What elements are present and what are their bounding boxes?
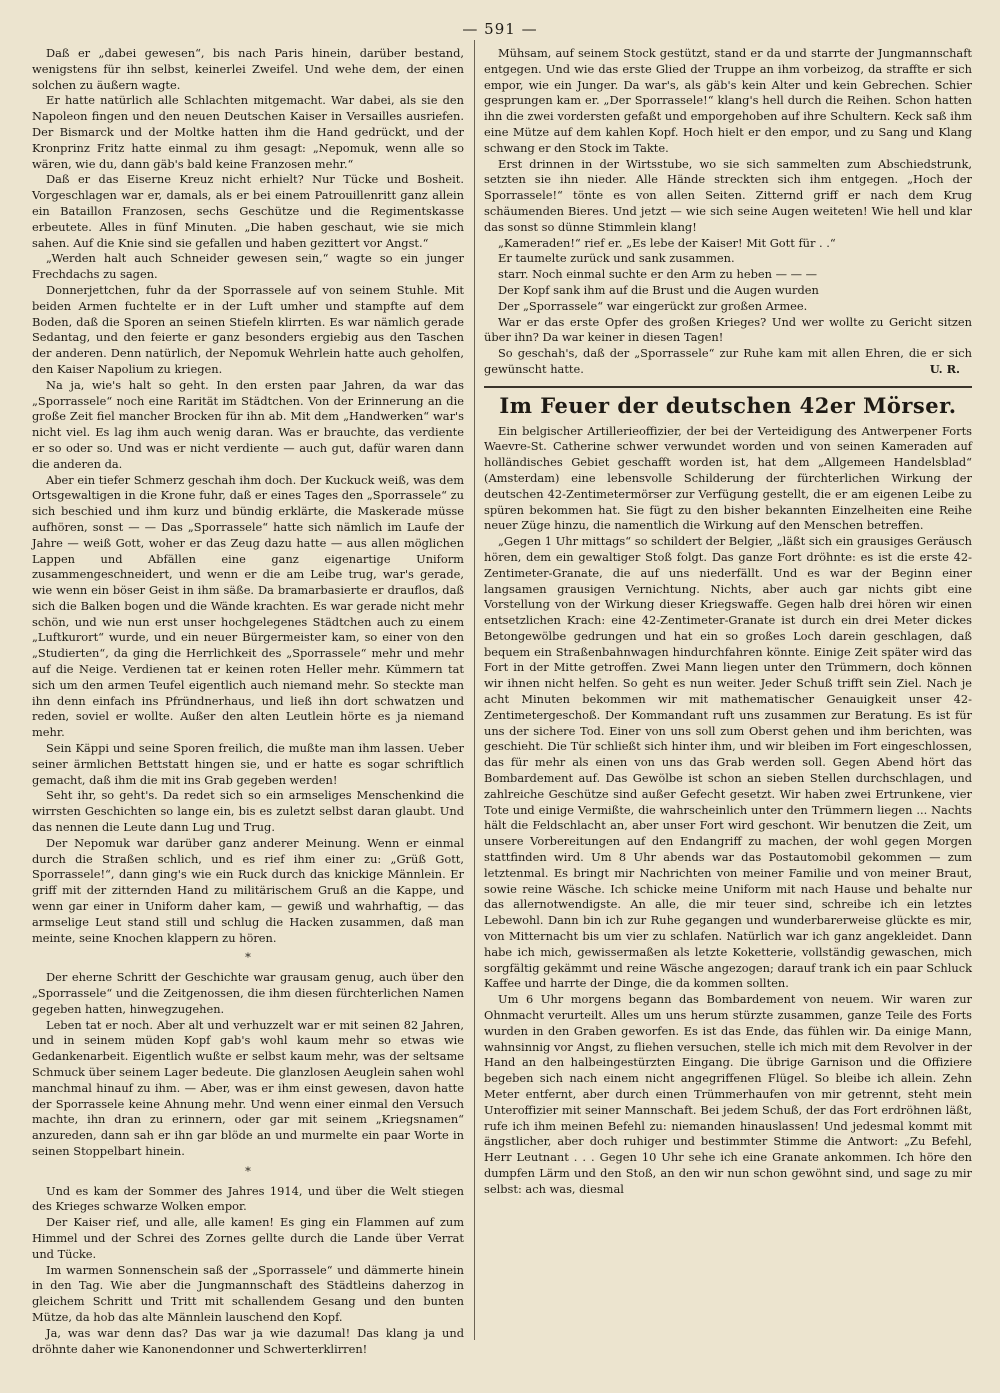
- paragraph: Der eherne Schritt der Geschichte war grausam genug, auch über den „Sporrassele“ und die Zeitgenossen, die ihm diesen fürchterlichen Namen gegeben hatten, hinwegzugehen.: [32, 970, 464, 1016]
- paragraph: „Gegen 1 Uhr mittags“ so schildert der Belgier, „läßt sich ein grausiges Geräusch hören, dem ein gewaltiger Stoß folgt. Das ganze Fort dröhnte: es ist die erste 42-Zentimeter-Granate, die auf uns niederfällt. Und es war der Beginn einer langsamen grausigen Vernichtung. Nichts, aber auch gar nichts gibt eine Vorstellung von der Wirkung dieser Kriegswaffe. Gegen halb drei hören wir einen entsetzlichen Krach: eine 42-Zentimeter-Granate ist durch ein drei Meter dickes Betongewölbe gedrungen und hat ein so großes Loch darein geschlagen, daß bequem ein Straßenbahnwagen hindurchfahren könnte. Einige Zeit später wird das Fort in der Mitte getroffen. Zwei Mann liegen unter den Trümmern, doch können wir ihnen nicht helfen. So geht es nun weiter. Jeder Schuß trifft sein Ziel. Nach je acht Minuten bekommen wir mit mathematischer Genauigkeit unser 42-Zentimetergeschoß. Der Kommandant ruft uns zusammen zur Beratung. Es ist für uns der sichere Tod. Einer von uns soll zum Oberst gehen und ihm berichten, was geschieht. Die Tür schließt sich hinter ihm, und wir bleiben im Fort eingeschlossen, das für mehr als einen von uns das Grab werden soll. Gegen Abend hört das Bombardement auf. Das Gewölbe ist schon an sieben Stellen durchschlagen, und zahlreiche Geschütze sind außer Gefecht gesetzt. Wir haben zwei Ertrunkene, vier Tote und einige Vermißte, die wahrscheinlich unter den Trümmern liegen ... Nachts hält die Feldschlacht an, aber unser Fort wird geschont. Wir benutzen die Zeit, um unsere Vorbereitungen auf den Endangriff zu machen, der wohl gegen Morgen stattfinden wird. Um 8 Uhr abends war das Postautomobil gekommen — zum letztenmal. Es bringt mir Nachrichten von meiner Familie und von meiner Braut, sowie reine Wäsche. Ich schicke meine Uniform mit nach Hause und behalte nur das allernotwendigste. An alle, die mir teuer sind, schreibe ich ein letztes Lebewohl. Dann bin ich zur Ruhe gegangen und wunderbarerweise glückte es mir, von Mitternacht bis um vier zu schlafen. Natürlich war ich ganz angekleidet. Dann habe ich mich, gewissermaßen als letzte Koketterie, vollständig gewaschen, mich sorgfältig gekämmt und reine Wäsche angezogen; darauf trank ich ein paar Schluck Kaffee und harrte der Dinge, die da kommen sollten.: [484, 534, 972, 991]
- paragraph: Aber ein tiefer Schmerz geschah ihm doch. Der Kuckuck weiß, was dem Ortsgewaltigen in die Krone fuhr, daß er eines Tages den „Sporrassele“ zu sich beschied und ihm kurz und bündig erklärte, die Maskerade müsse aufhören, sonst — — Das „Sporrassele“ hatte sich nämlich im Laufe der Jahre — weiß Gott, woher er das Zeug dazu hatte — aus allen möglichen Lappen und Abfällen eine ganz eigenartige Uniform zusammengeschneidert, und wenn er die am Leibe trug, war's gerade, wie wenn ein böser Geist in ihm säße. Da bramarbasierte er drauflos, daß sich die Balken bogen und die Wände krachten. Es war gerade nicht mehr schön, und wie nun erst unser hochgelegenes Städtchen auch zu einem „Luftkurort“ wurde, und ein neuer Bürgermeister kam, so einer von den „Studierten“, da ging die Herrlichkeit des „Sporrassele“ mehr und mehr auf die Neige. Verdienen tat er keinen roten Heller mehr. Kümmern tat sich um den armen Teufel eigentlich auch niemand mehr. So steckte man ihn denn einfach ins Pfründnerhaus, und ließ ihn dort schwatzen und reden, soviel er wollte. Außer den alten Leutlein hörte es ja niemand mehr.: [32, 472, 464, 740]
- paragraph: starr. Noch einmal suchte er den Arm zu heben — — —: [498, 267, 817, 282]
- page-number: — 591 —: [462, 20, 538, 38]
- article-headline: Im Feuer der deutschen 42er Mörser.: [499, 392, 957, 418]
- paragraph: „Werden halt auch Schneider gewesen sein,“ wagte so ein junger Frechdachs zu sagen.: [32, 251, 464, 282]
- paragraph: Daß er „dabei gewesen“, bis nach Paris hinein, darüber bestand, wenigstens für ihn selbst, keinerlei Zweifel. Und wehe dem, der einen solchen zu äußern wagte.: [32, 46, 464, 92]
- paragraph: Im warmen Sonnenschein saß der „Sporrassele“ und dämmerte hinein in den Tag. Wie aber die Jungmannschaft des Städtleins daherzog in gleichem Schritt und Tritt mit schallendem Gesang und den bunten Mütze, da hob das alte Männlein lauschend den Kopf.: [32, 1262, 464, 1324]
- paragraph: Der Kaiser rief, und alle, alle kamen! Es ging ein Flammen auf zum Himmel und der Schrei des Zornes gellte durch die Lande über Verrat und Tücke.: [32, 1215, 464, 1261]
- paragraph: Leben tat er noch. Aber alt und verhuzzelt war er mit seinen 82 Jahren, und in seinem müden Kopf gab's wohl kaum mehr so etwas wie Gedankenarbeit. Eigentlich wußte er selbst kaum mehr, was der seltsame Schmuck über seinem Lager bedeute. Die glanzlosen Aeuglein sahen wohl manchmal hinauf zu ihm. — Aber, was er ihm einst gewesen, davon hatte der Sporrassele keine Ahnung mehr. Und wenn einer einmal den Versuch machte, ihn dran zu erinnern, oder gar mit seinem „Kriegsnamen“ anzureden, dann sah er ihn gar blöde an und murmelte ein paar Worte in seinen Stoppelbart hinein.: [32, 1017, 464, 1158]
- paragraph: Der „Sporrassele“ war eingerückt zur großen Armee.: [498, 298, 808, 313]
- paragraph: Der Kopf sank ihm auf die Brust und die Augen wurden: [498, 282, 819, 297]
- paragraph: So geschah's, daß der „Sporrassele“ zur Ruhe kam mit allen Ehren, die er sich gewünscht hatte.: [484, 346, 972, 376]
- section-rule: [484, 386, 972, 388]
- paragraph: Seht ihr, so geht's. Da redet sich so ein armseliges Menschenkind die wirrsten Geschichten so lange ein, bis es zuletzt selbst daran glaubt. Und das nennen die Leute dann Lug und Trug.: [32, 788, 464, 835]
- paragraph: Ja, was war denn das? Das war ja wie dazumal! Das klang ja und dröhnte daher wie Kanonendonner und Schwerterklirren!: [32, 1325, 464, 1356]
- paragraph: Na ja, wie's halt so geht. In den ersten paar Jahren, da war das „Sporrassele“ noch eine Rarität im Städtchen. Von der Erinnerung an die große Zeit fiel mancher Brocken für ihn ab. Mit dem „Handwerken“ war's nicht viel. Es lag ihm auch wenig daran. Was er brauchte, das verdiente er so oder so. Und was er nicht verdiente — auch gut, dafür waren dann die anderen da.: [32, 377, 464, 471]
- paragraph: Sein Käppi und seine Sporen freilich, die mußte man ihm lassen. Ueber seiner ärmlichen Bettstatt hingen sie, und er hatte es sogar schriftlich gemacht, daß ihm die mit ins Grab gegeben werden!: [32, 741, 464, 787]
- paragraph: Der Nepomuk war darüber ganz anderer Meinung. Wenn er einmal durch die Straßen schlich, und es rief ihm einer zu: „Grüß Gott, Sporrassele!“, dann ging's wie ein Ruck durch das knickige Männlein. Er griff mit der zitternden Hand zu militärischem Gruß an die Kappe, und wenn gar einer in Uniform daher kam, — gewiß und wahrhaftig, — das armselige Leut stand still und schlug die Hacken zusammen, daß man meinte, seine Knochen klappern zu hören.: [32, 835, 464, 945]
- paragraph: „Kameraden!“ rief er. „Es lebe der Kaiser! Mit Gott für . .“: [498, 235, 836, 250]
- right-column: [484, 46, 972, 1346]
- paragraph: Er hatte natürlich alle Schlachten mitgemacht. War dabei, als sie den Napoleon fingen und den neuen Deutschen Kaiser in Versailles ausriefen. Der Bismarck und der Moltke hatten ihm die Hand gedrückt, und der Kronprinz Fritz hatte einmal zu ihm gesagt: „Nepomuk, wenn alle so wären, wie du, dann gäb's bald keine Franzosen mehr.“: [32, 93, 464, 171]
- paragraph: Um 6 Uhr morgens begann das Bombardement von neuem. Wir waren zur Ohnmacht verurteilt. Alles um uns herum stürzte zusammen, ganze Teile des Forts wurden in den Graben geworfen. Es ist das Ende, das fühlen wir. Da einige Mann, wahnsinnig vor Angst, zu fliehen versuchen, stelle ich mich mit dem Revolver in der Hand an den halbeingestürzten Eingang. Die übrige Garnison und die Offiziere begeben sich nach einem nicht angegriffenen Flügel. So bleibe ich allein. Zehn Meter entfernt, aber durch einen Trümmerhaufen von mir getrennt, steht mein Unteroffizier mit seiner Mannschaft. Bei jedem Schuß, der das Fort erdröhnen läßt, rufe ich ihm meinen Befehl zu: niemanden hinauslassen! Und jedesmal kommt mit ängstlicher, aber doch ruhiger und bestimmter Stimme die Antwort: „Zu Befehl, Herr Leutnant . . . Gegen 10 Uhr sehe ich eine Granate ankommen. Ich höre den dumpfen Lärm und den Stoß, an den wir nun schon gewöhnt sind, und sage zu mir selbst: ach was, diesmal: [484, 992, 972, 1196]
- section-separator: *: [245, 1163, 251, 1178]
- paragraph: Ein belgischer Artillerieoffizier, der bei der Verteidigung des Antwerpener Forts Waevre-St. Catherine schwer verwundet worden und von seinen Kameraden auf holländisches Gebiet geschafft worden ist, hat dem „Allgemeen Handelsblad“ (Amsterdam) eine lebensvolle Schilderung der fürchterlichen Wirkung der deutschen 42-Zentimetermörser zur Verfügung gestellt, die er am eigenen Leibe zu spüren bekommen hat. Sie fügt zu den bisher bekannten Einzelheiten eine Reihe neuer Züge hinzu, die namentlich die Wirkung auf den Menschen betreffen.: [484, 423, 972, 533]
- paragraph: War er das erste Opfer des großen Krieges? Und wer wollte zu Gericht sitzen über ihn? Da war keiner in diesen Tagen!: [484, 314, 972, 345]
- left-column: [32, 46, 464, 1356]
- paragraph: Erst drinnen in der Wirtsstube, wo sie sich sammelten zum Abschiedstrunk, setzten sie ihn nieder. Alle Hände streckten sich ihm entgegen. „Hoch der Sporrassele!“ tönte es von allen Seiten. Zitternd griff er nach dem Krug schäumenden Bieres. Und jetzt — wie sich seine Augen weiteten! Wie hell und klar das sonst so dünne Stimmlein klang!: [484, 156, 972, 234]
- section-separator: *: [245, 950, 251, 965]
- paragraph: Donnerjettchen, fuhr da der Sporrassele auf von seinem Stuhle. Mit beiden Armen fuchtelte er in der Luft umher und stampfte auf dem Boden, daß die Sporen an seinen Stiefeln klirrten. Es war nämlich gerade Sedantag, und den feierte er ganz besonders ergiebig aus den Taschen der anderen. Denn natürlich, der Nepomuk Wehrlein hatte auch geholfen, den Kaiser Napolium zu kriegen.: [32, 282, 464, 376]
- paragraph: Und es kam der Sommer des Jahres 1914, und über die Welt stiegen des Krieges schwarze Wolken empor.: [32, 1183, 464, 1214]
- paragraph: Daß er das Eiserne Kreuz nicht erhielt? Nur Tücke und Bosheit. Vorgeschlagen war er, damals, als er bei einem Patrouillenritt ganz allein ein Bataillon Franzosen, sechs Geschütze und die Regimentskasse erbeutete. Alles in fünf Minuten. „Die haben geschaut, wie sie mich sahen. Auf die Knie sind sie gefallen und haben gezittert vor Angst.“: [32, 172, 464, 250]
- paragraph: Er taumelte zurück und sank zusammen.: [498, 251, 735, 266]
- column-divider: [474, 40, 475, 1340]
- author-signature: U. R.: [929, 361, 960, 376]
- paragraph: Mühsam, auf seinem Stock gestützt, stand er da und starrte der Jungmannschaft entgegen. Und wie das erste Glied der Truppe an ihm vorbeizog, da straffte er sich empor, wie ein Junger. Da war's, als gäb's kein Alter und kein Gebrechen. Schier gesprungen kam er. „Der Sporrassele!“ klang's hell durch die Reihen. Schon hatten ihn die zwei vordersten gefaßt und emporgehoben auf ihre Schultern. Keck saß ihm eine Mütze auf dem kahlen Kopf. Hoch hielt er den empor, und zu Sang und Klang schwang er den Stock im Takte.: [484, 46, 972, 155]
